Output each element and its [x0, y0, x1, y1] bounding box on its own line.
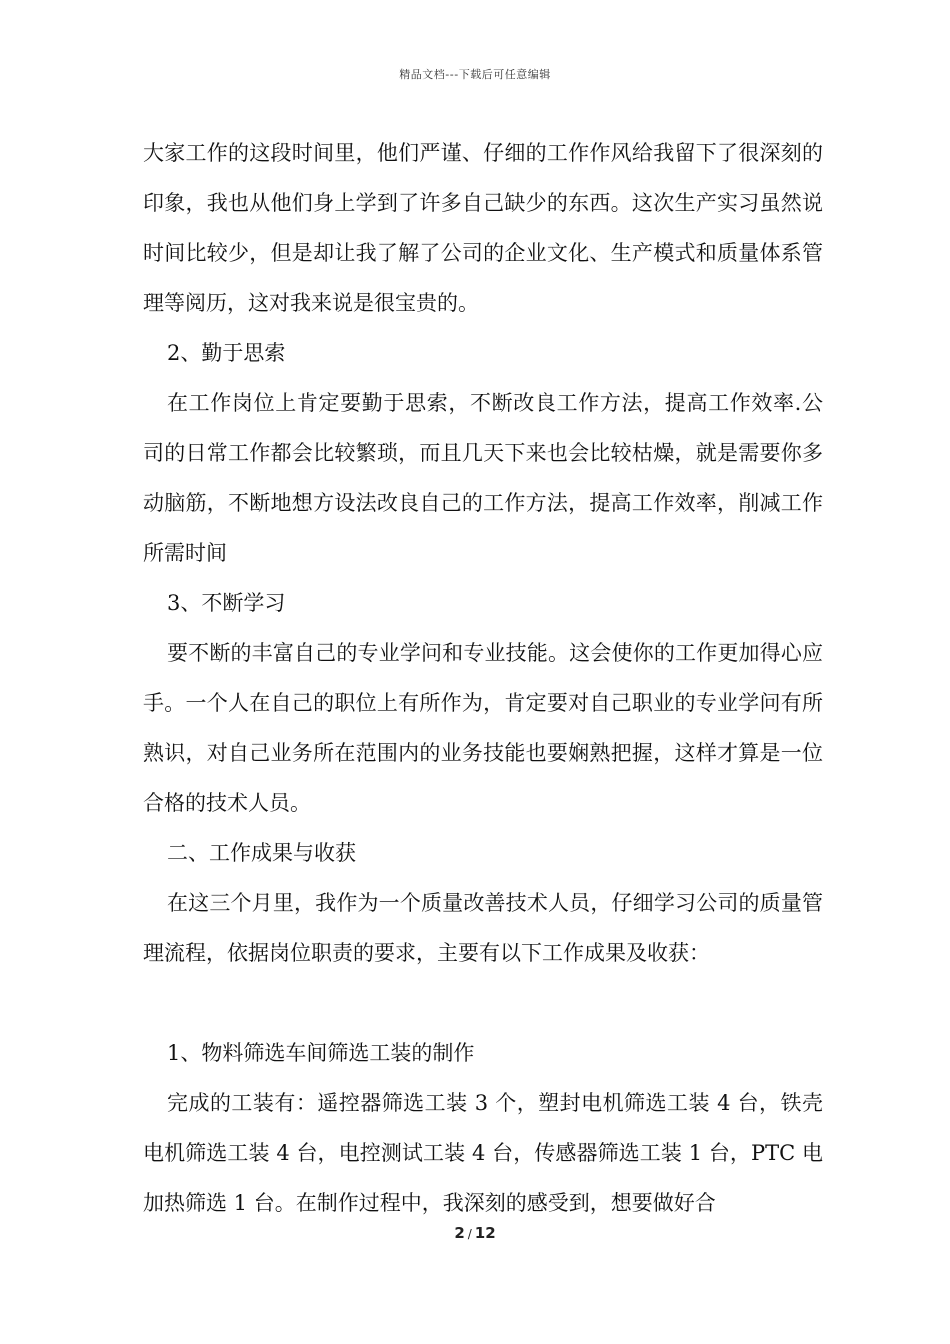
document-body	[143, 128, 823, 1228]
paragraph-colleagues: 大家工作的这段时间里，他们严谨、仔细的工作作风给我留下了很深刻的印象，我也从他们身上学到了许多自己缺少的东西。这次生产实习虽然说时间比较少，但是却让我了解了公司的企业文化、生产模式和质量体系管理等阅历，这对我来说是很宝贵的。	[143, 141, 823, 315]
total-pages: 12	[474, 1224, 496, 1242]
paragraph-think-diligently: 在工作岗位上肯定要勤于思索，不断改良工作方法，提高工作效率.公司的日常工作都会比较繁琐，而且几天下来也会比较枯燥，就是需要你多动脑筋，不断地想方设法改良自己的工作方法，提高工作效率，削减工作所需时间	[143, 391, 823, 565]
heading-keep-learning: 3、不断学习	[167, 591, 286, 615]
heading-fixture-production: 1、物料筛选车间筛选工装的制作	[167, 1041, 475, 1065]
heading-think-diligently: 2、勤于思索	[167, 341, 286, 365]
paragraph-results-intro: 在这三个月里，我作为一个质量改善技术人员，仔细学习公司的质量管理流程，依据岗位职责的要求，主要有以下工作成果及收获：	[143, 891, 823, 965]
page-header: 精品文档---下载后可任意编辑	[399, 68, 551, 81]
current-page: 2	[454, 1224, 465, 1242]
paragraph-fixture-list: 完成的工装有：遥控器筛选工装 3 个，塑封电机筛选工装 4 台，铁壳电机筛选工装 4 台，电控测试工装 4 台，传感器筛选工装 1 台，PTC 电加热筛选 1 台。在制作过程中，我深刻的感受到，想要做好合	[143, 1091, 823, 1215]
paragraph-keep-learning: 要不断的丰富自己的专业学问和专业技能。这会使你的工作更加得心应手。一个人在自己的职位上有所作为，肯定要对自己职业的专业学问有所熟识，对自己业务所在范围内的业务技能也要娴熟把握，这样才算是一位合格的技术人员。	[143, 641, 823, 815]
heading-results-and-gains: 二、工作成果与收获	[167, 841, 356, 865]
blank-line	[143, 978, 823, 1028]
page-number	[0, 1224, 950, 1242]
page-separator: /	[467, 1227, 472, 1241]
